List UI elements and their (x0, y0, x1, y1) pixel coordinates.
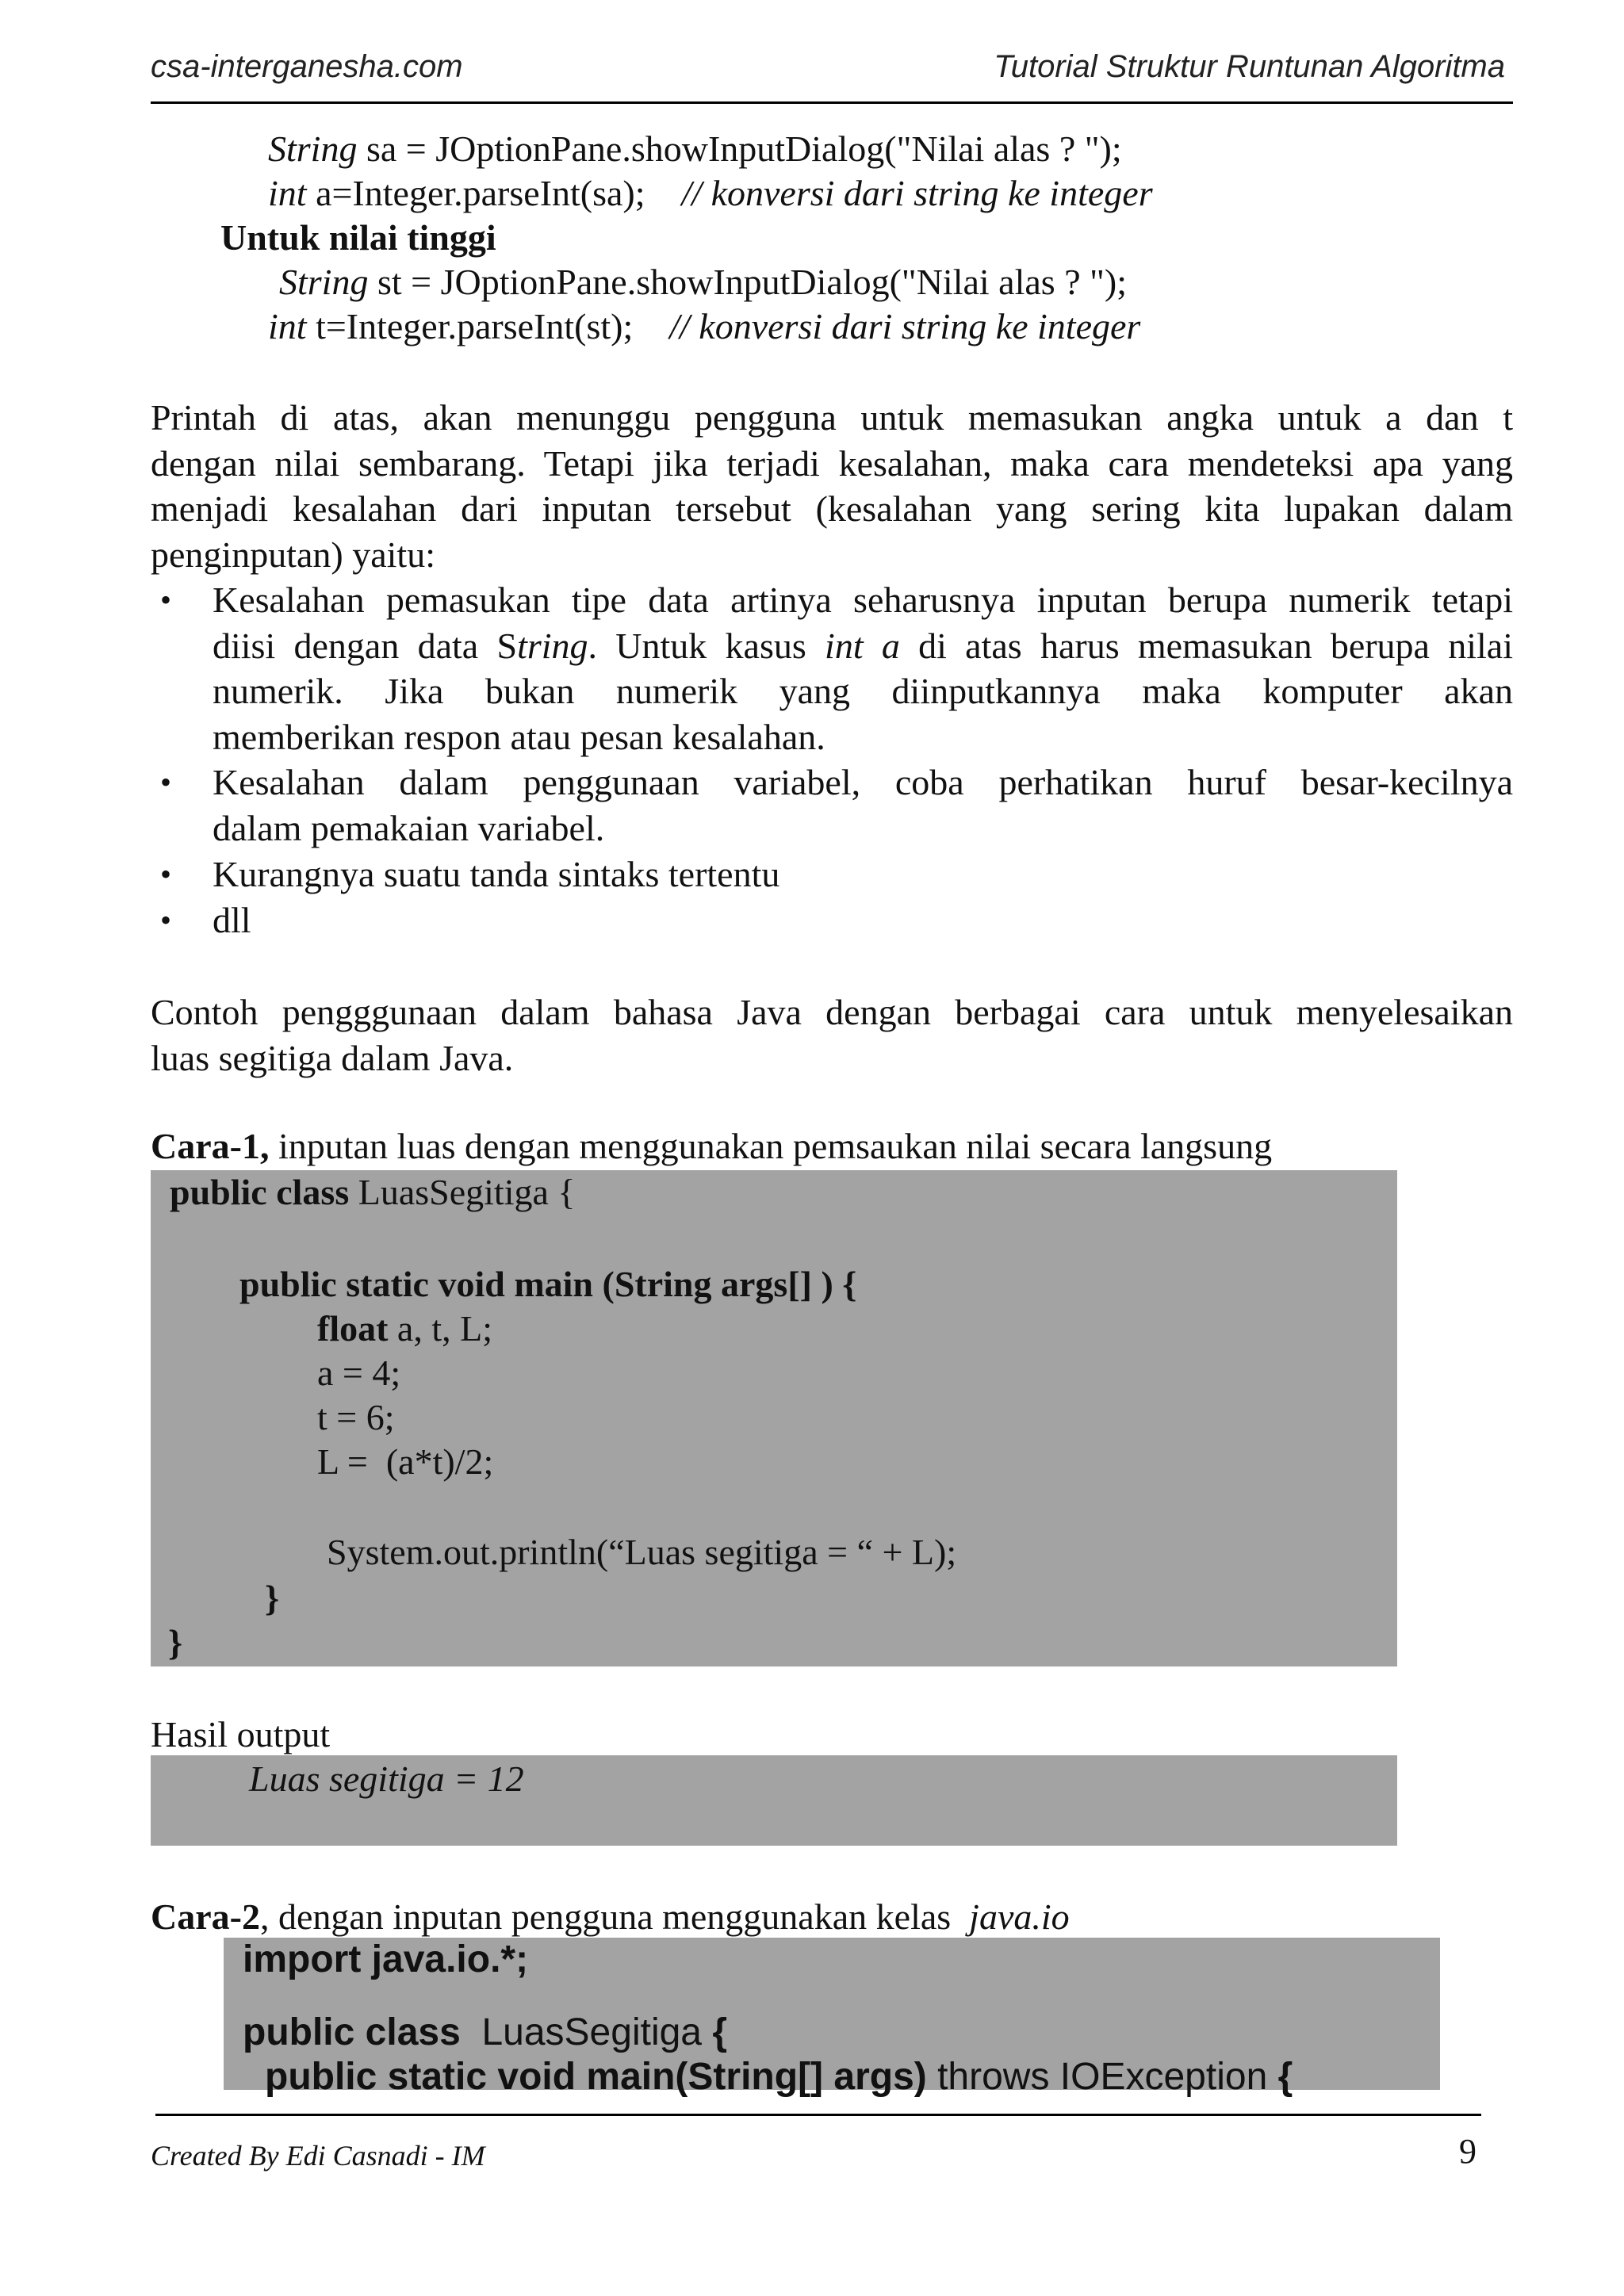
paragraph-line: luas segitiga dalam Java. (151, 1037, 514, 1078)
code-line: } (265, 1578, 280, 1618)
code-line: public static void main (String args[] ) { (239, 1264, 857, 1304)
bullet-line: Kurangnya suatu tanda sintaks tertentu (213, 854, 780, 894)
paragraph-error-intro (151, 395, 1513, 577)
paragraph-line: penginputan) yaitu: (151, 534, 435, 575)
paragraph-line: menjadi kesalahan dari inputan tersebut (kesalahan yang sering kita lupakan dalam (151, 488, 1513, 529)
code-line-a: int a=Integer.parseInt(sa); // konversi dari string ke integer (268, 173, 1153, 213)
paragraph-line: Contoh pengggunaan dalam bahasa Java dengan berbagai cara untuk menyelesaikan (151, 992, 1513, 1032)
bullet-icon: • (160, 856, 172, 892)
code-line: float a, t, L; (317, 1308, 492, 1349)
footer-rule (155, 2114, 1481, 2116)
bullet-line: Kesalahan pemasukan tipe data artinya seharusnya inputan berupa numerik tetapi (213, 580, 1513, 620)
bullet-line: numerik. Jika bukan numerik yang diinputkannya maka komputer akan (213, 671, 1513, 711)
code-line: t = 6; (317, 1397, 395, 1437)
paragraph-contoh (151, 989, 1513, 1081)
code-line: public class LuasSegitiga { (243, 2011, 728, 2053)
bullet-line: diisi dengan data String. Untuk kasus int a di atas harus memasukan berupa nilai (213, 625, 1513, 666)
bullet-line: memberikan respon atau pesan kesalahan. (213, 716, 825, 757)
bullet-line: Kesalahan dalam penggunaan variabel, coba perhatikan huruf besar-kecilnya (213, 762, 1513, 802)
bullet-icon: • (160, 902, 172, 938)
code-line-t: int t=Integer.parseInt(st); // konversi dari string ke integer (268, 306, 1141, 346)
code-line-sa: String sa = JOptionPane.showInputDialog("Nilai alas ? "); (268, 128, 1122, 169)
footer-credit: Created By Edi Casnadi - IM (151, 2140, 485, 2172)
subheading-nilai-tinggi: Untuk nilai tinggi (220, 217, 496, 258)
output-value: Luas segitiga = 12 (249, 1758, 524, 1799)
paragraph-line: dengan nilai sembarang. Tetapi jika terjadi kesalahan, maka cara mendeteksi apa yang (151, 442, 1513, 484)
bullet-icon: • (160, 582, 172, 618)
code-line: a = 4; (317, 1353, 401, 1393)
bullet-line: dll (213, 900, 251, 940)
header-rule (151, 101, 1513, 104)
cara2-heading: Cara-2, dengan inputan pengguna menggunakan kelas java.io (151, 1896, 1070, 1937)
cara1-heading: Cara-1, inputan luas dengan menggunakan pemsaukan nilai secara langsung (151, 1126, 1273, 1166)
code-line-st: String st = JOptionPane.showInputDialog("Nilai alas ? "); (279, 262, 1127, 302)
paragraph-line: Printah di atas, akan menunggu pengguna untuk memasukan angka untuk a dan t (151, 397, 1513, 438)
page-number: 9 (1459, 2132, 1477, 2171)
bullet-line: dalam pemakaian variabel. (213, 807, 605, 848)
code-line: L = (a*t)/2; (317, 1441, 494, 1482)
header-site: csa-interganesha.com (151, 49, 463, 84)
code-line: import java.io.*; (243, 1938, 529, 1980)
code-line: public class LuasSegitiga { (170, 1172, 576, 1212)
output-label: Hasil output (151, 1714, 331, 1755)
code-line: } (168, 1622, 183, 1663)
code-line: public static void main(String[] args) throws IOException { (265, 2056, 1293, 2098)
code-line: System.out.println(“Luas segitiga = “ + L); (327, 1532, 957, 1572)
header-title: Tutorial Struktur Runtunan Algoritma (994, 49, 1505, 84)
bullet-icon: • (160, 764, 172, 800)
